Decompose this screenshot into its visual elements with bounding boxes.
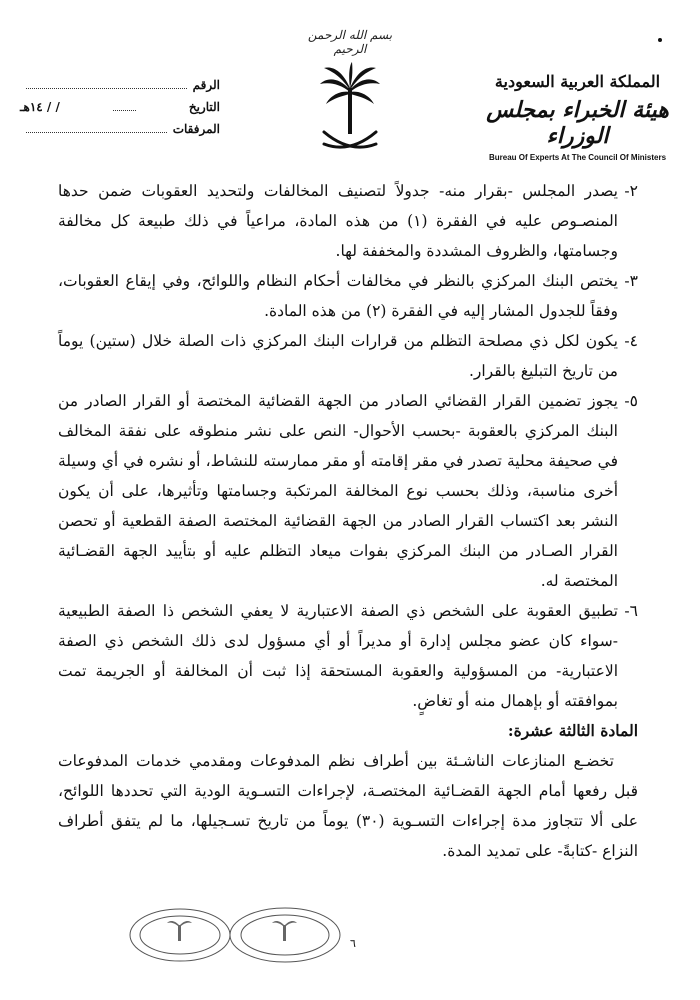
item-number: ٤- — [624, 332, 638, 350]
item-text: تطبيق العقوبة على الشخص ذي الصفة الاعتبارية لا يعفي الشخص ذا الصفة الطبيعية -سواء كان عضو مجلس إدارة أو مديراً أو أي مسؤول لدى ذلك الشخص ذي الصفة الاعتبارية- من المسؤولية والعقوبة المستحقة إذا ثبت أن المخالفة أو الجريمة تمت بموافقته أو بإهمال منه أو تغاضٍ. — [58, 602, 618, 710]
page-number: ٦ — [350, 937, 356, 950]
item-number: ٢- — [624, 182, 638, 200]
org-name-arabic-line2: هيئة الخبراء بمجلس الوزراء — [486, 97, 669, 149]
date-value: / / ١٤هـ — [20, 100, 60, 114]
item-number: ٣- — [624, 272, 638, 290]
org-name-arabic-line1: المملكة العربية السعودية — [494, 72, 661, 91]
ref-fill-line — [26, 88, 187, 89]
list-item — [58, 176, 638, 266]
item-text: يختص البنك المركزي بالنظر في مخالفات أحكام النظام واللوائح، وفي إيقاع العقوبات، وفقاً للجدول المشار إليه في الفقرة (٢) من هذه المادة. — [58, 272, 618, 320]
mark-dot — [658, 38, 662, 42]
attachments-fill-line — [26, 132, 167, 133]
item-number: ٦- — [624, 602, 638, 620]
attachments-label: المرفقات — [172, 122, 220, 136]
date-label: التاريخ — [188, 100, 220, 114]
official-seal-stamp-icon — [125, 905, 345, 965]
list-item — [58, 386, 638, 596]
date-fill-line — [113, 110, 136, 111]
date-row — [20, 100, 220, 122]
ref-row — [20, 78, 220, 100]
list-item — [58, 266, 638, 326]
list-item — [58, 596, 638, 716]
article-body: تخضـع المنازعات الناشـئة بين أطراف نظم المدفوعات ومقدمي خدمات المدفوعات قبل رفعها أمام الجهة القضـائية المختصـة، لإجراءات التسـوية الودية التي تحددها اللوائح، على ألا تتجاوز مدة إجراءات التسـوية (٣٠) يوماً من تاريخ تسـجيلها، ما لم يتفق أطراف النزاع -كتابةً- على تمديد المدة. — [58, 752, 638, 860]
attachments-row — [20, 122, 220, 144]
ref-label: الرقم — [192, 78, 220, 92]
item-text: يصدر المجلس -بقرار منه- جدولاً لتصنيف المخالفات ولتحديد العقوبات ضمن حدها المنصـوص عليه في الفقرة (١) من هذه المادة، مراعياً في ذلك طبيعة كل مخالفة وجسامتها، والظروف المشددة والمخففة لها. — [58, 182, 618, 260]
list-item — [58, 326, 638, 386]
item-text: يجوز تضمين القرار القضائي الصادر من الجهة القضائية المختصة أو القرار الصادر من البنك المركزي بالعقوبة -بحسب الأحوال- النص على نشر منطوقه على نفقة المخالف في صحيفة محلية تصدر في مقر إقامته أو مقر ممارسته للنشاط، أو نشره في أي وسيلة أخرى مناسبة، وذلك بحسب نوع المخالفة المرتكبة وجسامتها وتأثيرها، على أن يكون النشر بعد اكتساب القرار الصادر من الجهة القضائية المختصة الصفة القطعية أو تحصن القرار الصـادر من البنك المركزي بفوات ميعاد التظلم عليه أو بتأييد الجهة القضـائية المختصة له. — [58, 392, 618, 590]
org-name-english: Bureau Of Experts At The Council Of Ministers — [488, 153, 667, 162]
document-body — [58, 176, 638, 866]
organization-block — [470, 72, 685, 162]
item-text: يكون لكل ذي مصلحة التظلم من قرارات البنك المركزي ذات الصلة خلال (ستين) يوماً من تاريخ التبليغ بالقرار. — [58, 332, 618, 380]
palm-swords-emblem-icon — [318, 62, 382, 156]
basmala: بسم الله الرحمن الرحيم — [307, 28, 393, 56]
letterhead — [0, 0, 700, 175]
article-title: المادة الثالثة عشرة: — [507, 721, 638, 740]
document-meta — [20, 78, 220, 144]
item-number: ٥- — [624, 392, 638, 410]
